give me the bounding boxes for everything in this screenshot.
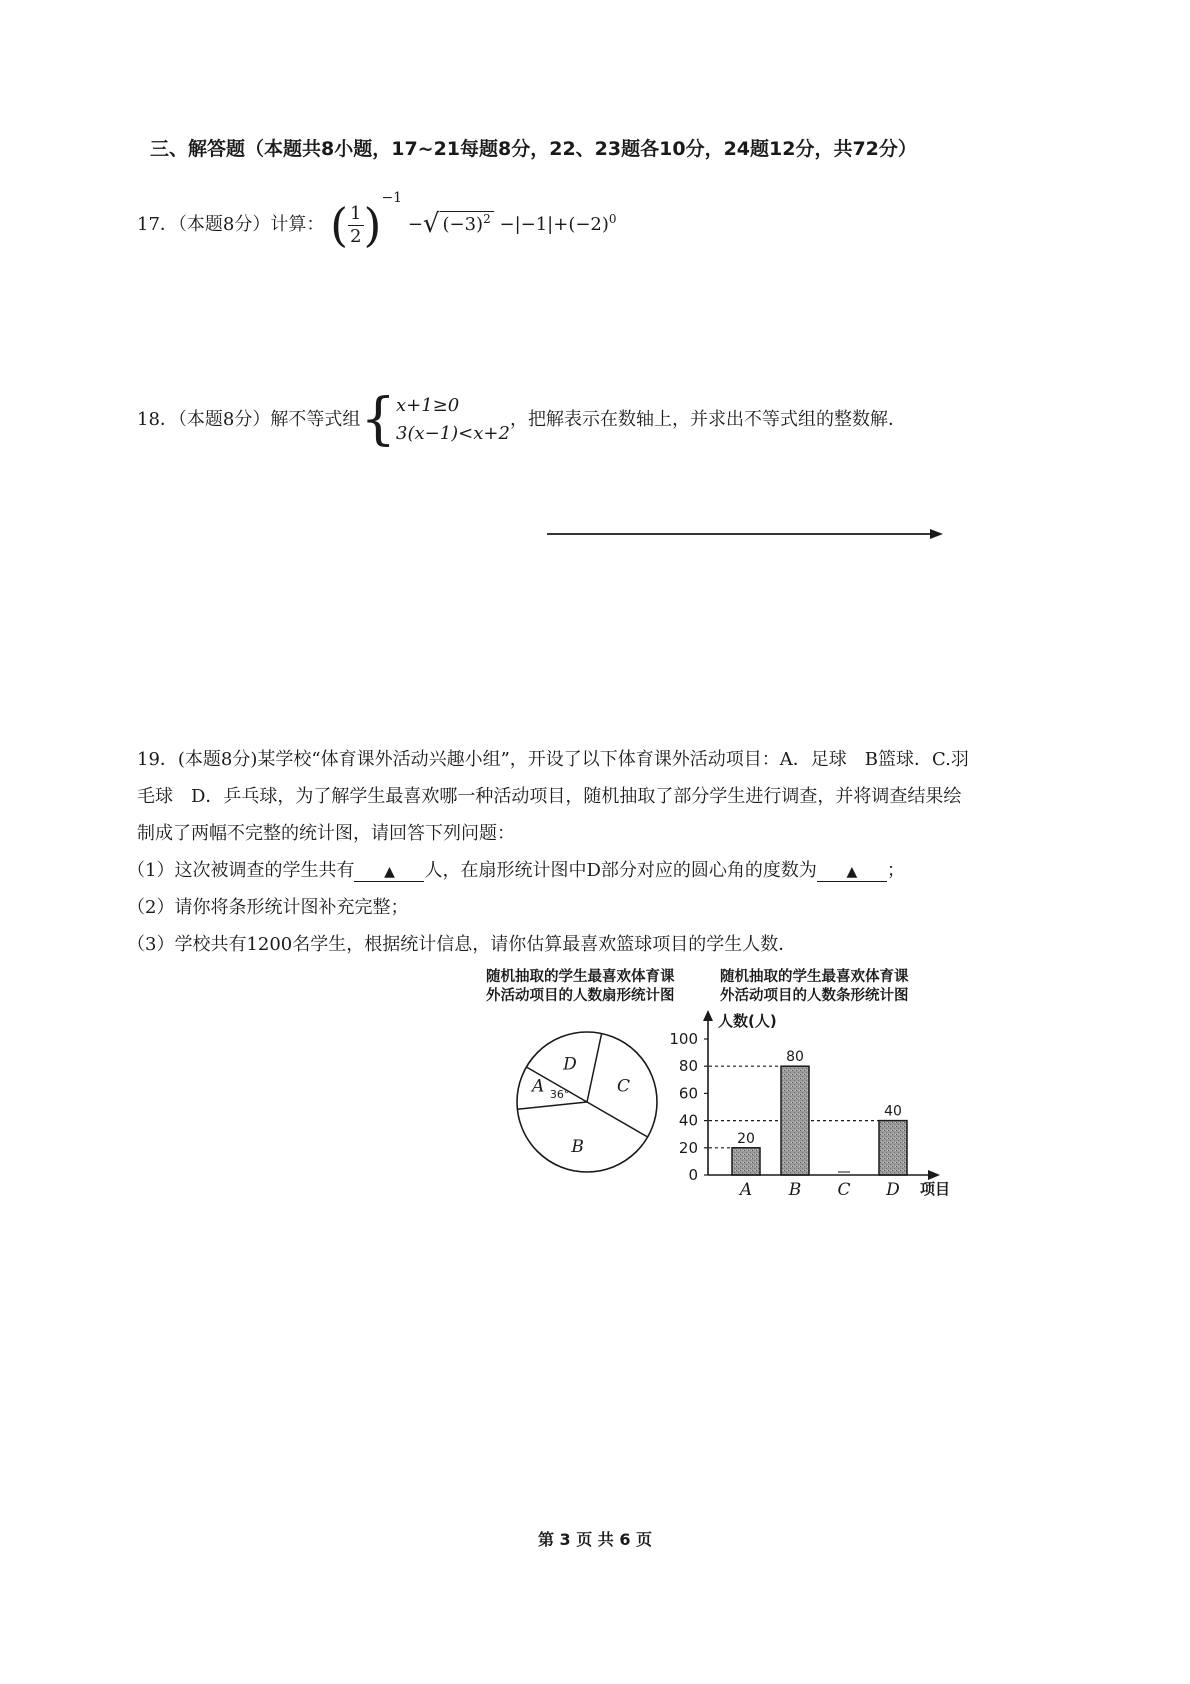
q18-inequality-system: x+1≥0 3(x−1)<x+2 (396, 395, 510, 444)
y-axis-arrow (703, 1010, 713, 1021)
q19-sub2: （2）请你将条形统计图补充完整； (127, 897, 409, 918)
pie-label-d: D (563, 1054, 577, 1075)
y-tick-label: 60 (678, 1084, 698, 1103)
y-tick-label: 100 (669, 1030, 698, 1048)
bar-b (781, 1066, 809, 1175)
x-tick-label-a: A (739, 1180, 753, 1200)
y-tick-label: 40 (678, 1111, 698, 1130)
x-tick-label-c: C (837, 1180, 851, 1200)
answer-blank-1[interactable]: ▲ (354, 860, 424, 882)
q17-prefix: 17．（本题8分）计算： (137, 214, 325, 235)
section-header: 三、解答题（本题共8小题，17~21每题8分，22、23题各10分，24题12分，共72分） (150, 138, 917, 160)
x-axis-label: 项目 (920, 1180, 951, 1198)
q17-exponent: −1 (381, 190, 403, 206)
pie-chart-title: 随机抽取的学生最喜欢体育课 外活动项目的人数扇形统计图 (486, 969, 675, 1004)
pie-label-a: A (531, 1076, 545, 1097)
page-footer: 第 3 页 共 6 页 (537, 1530, 653, 1549)
q19-line3: 制成了两幅不完整的统计图，请回答下列问题： (137, 823, 515, 844)
bar-chart-title: 随机抽取的学生最喜欢体育课 外活动项目的人数条形统计图 (720, 969, 909, 1004)
y-tick-label: 20 (678, 1138, 698, 1157)
q19-line1: 19．(本题8分)某学校“体育课外活动兴趣小组”，开设了以下体育课外活动项目：A．足球 B篮球．C.羽 (137, 749, 969, 770)
q19-line2: 毛球 D．乒乓球，为了解学生最喜欢哪一种活动项目，随机抽取了部分学生进行调查，并将调查结果绘 (137, 786, 962, 807)
x-tick-label-b: B (788, 1180, 802, 1200)
question-18: 18．（本题8分）解不等式组{ x+1≥0 3(x−1)<x+2 ，把解表示在数轴上，并求出不等式组的整数解． (137, 387, 906, 452)
q17-fraction: $\frac{1}{2}$ (350, 202, 362, 247)
bar-chart (668, 1010, 968, 1205)
x-tick-label-d: D (886, 1180, 900, 1200)
bar-a (732, 1148, 760, 1175)
pie-label-c: C (616, 1076, 631, 1097)
answer-blank-2[interactable]: ▲ (817, 860, 887, 882)
pie-label-a-angle: 36° (549, 1088, 570, 1102)
q18-suffix: ，把解表示在数轴上，并求出不等式组的整数解． (509, 409, 906, 430)
pie-label-b: B (571, 1137, 584, 1157)
q19-sub1: （1）这次被调查的学生共有 ▲ 人，在扇形统计图中D部分对应的圆心角的度数为 ▲ ； (127, 860, 905, 881)
bar-value-label-b: 80 (786, 1049, 804, 1066)
bar-d (879, 1121, 907, 1175)
q17-abs: |−1| (514, 214, 554, 235)
y-axis-label: 人数(人) (718, 1012, 777, 1030)
pie-chart (505, 1020, 670, 1185)
q18-prefix: 18．（本题8分）解不等式组 (137, 409, 361, 430)
bar-value-label-a: 20 (737, 1130, 755, 1147)
bar-value-label-d: 40 (884, 1103, 902, 1120)
question-17: 17．（本题8分）计算： ( $\frac{1}{2}$ )$^{-1}$ −√ $(-3)^2 -|-1|+(-2)^0$ (137, 190, 617, 252)
number-line (545, 526, 945, 542)
y-tick-label: 0 (688, 1166, 698, 1184)
q19-sub3: （3）学校共有1200名学生，根据统计信息，请你估算最喜欢篮球项目的学生人数． (127, 934, 797, 955)
q17-radicand: $(-3)^2$ (440, 211, 494, 235)
x-axis-arrow (928, 1170, 940, 1180)
y-tick-label: 80 (678, 1057, 698, 1076)
